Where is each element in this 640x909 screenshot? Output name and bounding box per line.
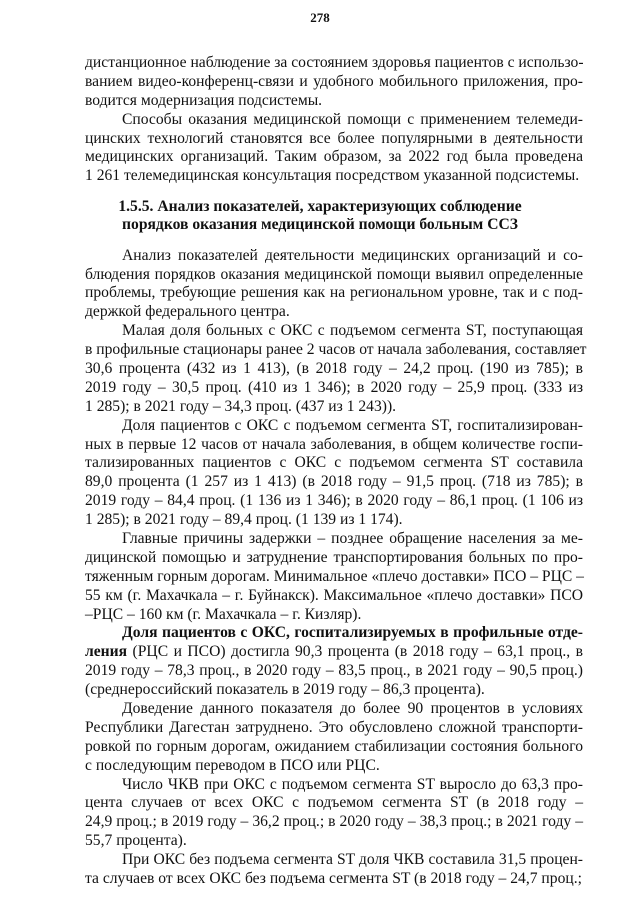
text-line: 24,9 проц.; в 2019 году – 36,2 проц.; в 2020 году – 38,3 проц.; в 2021 году – <box>85 813 583 831</box>
text-line: дистанционное наблюдение за состоянием здоровья пациентов с использо- <box>85 54 584 71</box>
text-line: 2019 году – 84,4 проц. (1 136 из 1 346); в 2020 году – 86,1 проц. (1 106 из <box>85 492 583 510</box>
text-line: 1 285); в 2021 году – 34,3 проц. (437 из 1 243)). <box>85 397 397 415</box>
text-line: Доля пациентов с ОКС с подъемом сегмента ST, госпитализирован- <box>122 416 583 434</box>
bold-text: Доля пациентов с ОКС, госпитализируемых в профильные отде- <box>122 624 583 642</box>
text-line: 2019 году – 78,3 проц., в 2020 году – 83,5 проц., в 2021 году – 90,5 проц.) <box>85 662 583 680</box>
page-number: 278 <box>310 10 330 25</box>
text-line: дицинской помощью и затруднение транспортирования больных по про- <box>85 548 583 566</box>
text-line: Способы оказания медицинской помощи с применением телемеди- <box>122 110 583 128</box>
text-line: Число ЧКВ при ОКС с подъемом сегмента ST выросло до 63,3 про- <box>122 775 583 793</box>
text-line: Доведение данного показателя до более 90 процентов в условиях <box>122 699 583 717</box>
text-line: Главные причины задержки – позднее обращение населения за ме- <box>122 529 583 547</box>
text-line <box>85 643 583 662</box>
text-line: 30,6 процента (432 из 1 413), (в 2018 году – 24,2 проц. (190 из 785); в <box>85 360 583 377</box>
text-line: тализированных пациентов с ОКС с подъемом сегмента ST составила <box>85 454 583 472</box>
text-line: тяженным горным дорогам. Минимальное «плечо доставки» ПСО – РЦС – <box>85 567 584 585</box>
text-line: с последующим переводом в ПСО или РЦС. <box>85 756 380 774</box>
text-line: При ОКС без подъема сегмента ST доля ЧКВ составила 31,5 процен- <box>122 851 583 868</box>
text-line: 2019 году – 30,5 проц. (410 из 1 346); в 2020 году – 25,9 проц. (333 из <box>85 378 583 396</box>
text-line: –РЦС – 160 км (г. Махачкала – г. Кизляр). <box>85 605 362 623</box>
text-span: (РЦС и ПСО) достигла 90,3 процента (в 2018 году – 63,1 проц., в <box>127 643 583 661</box>
text-line: ных в первые 12 часов от начала заболевания, в общем количестве госпи- <box>85 435 583 453</box>
text-line: Анализ показателей деятельности медицинских организаций и со- <box>122 246 583 264</box>
text-line: в профильные стационары ранее 2 часов от начала заболевания, составляет <box>85 341 587 359</box>
text-line: 55 км (г. Махачкала – г. Буйнакск). Максимальное «плечо доставки» ПСО <box>85 586 583 604</box>
text-line: 1 261 телемедицинская консультация посредством указанной подсистемы. <box>85 167 580 185</box>
text-line: цента случаев от всех ОКС с подъемом сегмента ST (в 2018 году – <box>85 794 583 812</box>
text-line: (среднероссийский показатель в 2019 году – 86,3 процента). <box>85 681 485 698</box>
text-line <box>85 624 583 643</box>
section-heading: 1.5.5. Анализ показателей, характеризующих соблюдение <box>118 197 522 215</box>
text-line: проблемы, требующие решения как на региональном уровне, так и с под- <box>85 284 583 302</box>
text-line: 55,7 процента). <box>85 832 187 850</box>
text-line: блюдения порядков оказания медицинской помощи выявил определенные <box>85 265 583 283</box>
text-line: 89,0 процента (1 257 из 1 413) (в 2018 году – 91,5 проц. (718 из 785); в <box>85 473 583 491</box>
text-line: Республики Дагестан затруднено. Это обусловлено сложной транспорти- <box>85 718 583 736</box>
text-line: та случаев от всех ОКС без подъема сегмента ST (в 2018 году – 24,7 проц.; <box>85 869 582 887</box>
text-line: водится модернизация подсистемы. <box>85 91 323 109</box>
text-line: цинских технологий становятся все более популярными в деятельности <box>85 129 583 147</box>
text-line: ванием видео-конференц-связи и удобного мобильного приложения, про- <box>85 72 583 90</box>
text-line: держкой федерального центра. <box>85 303 290 321</box>
text-line: медицинских организаций. Таким образом, за 2022 год была проведена <box>85 148 583 166</box>
text-line: 1 285); в 2021 году – 89,4 проц. (1 139 из 1 174). <box>85 511 403 528</box>
bold-text: ления <box>85 643 128 661</box>
text-line: ровкой по горным дорогам, ожиданием стабилизации состояния больного <box>85 737 583 755</box>
text-line: Малая доля больных с ОКС с подъемом сегмента ST, поступающая <box>122 322 583 340</box>
section-heading: порядков оказания медицинской помощи больным ССЗ <box>122 216 518 234</box>
